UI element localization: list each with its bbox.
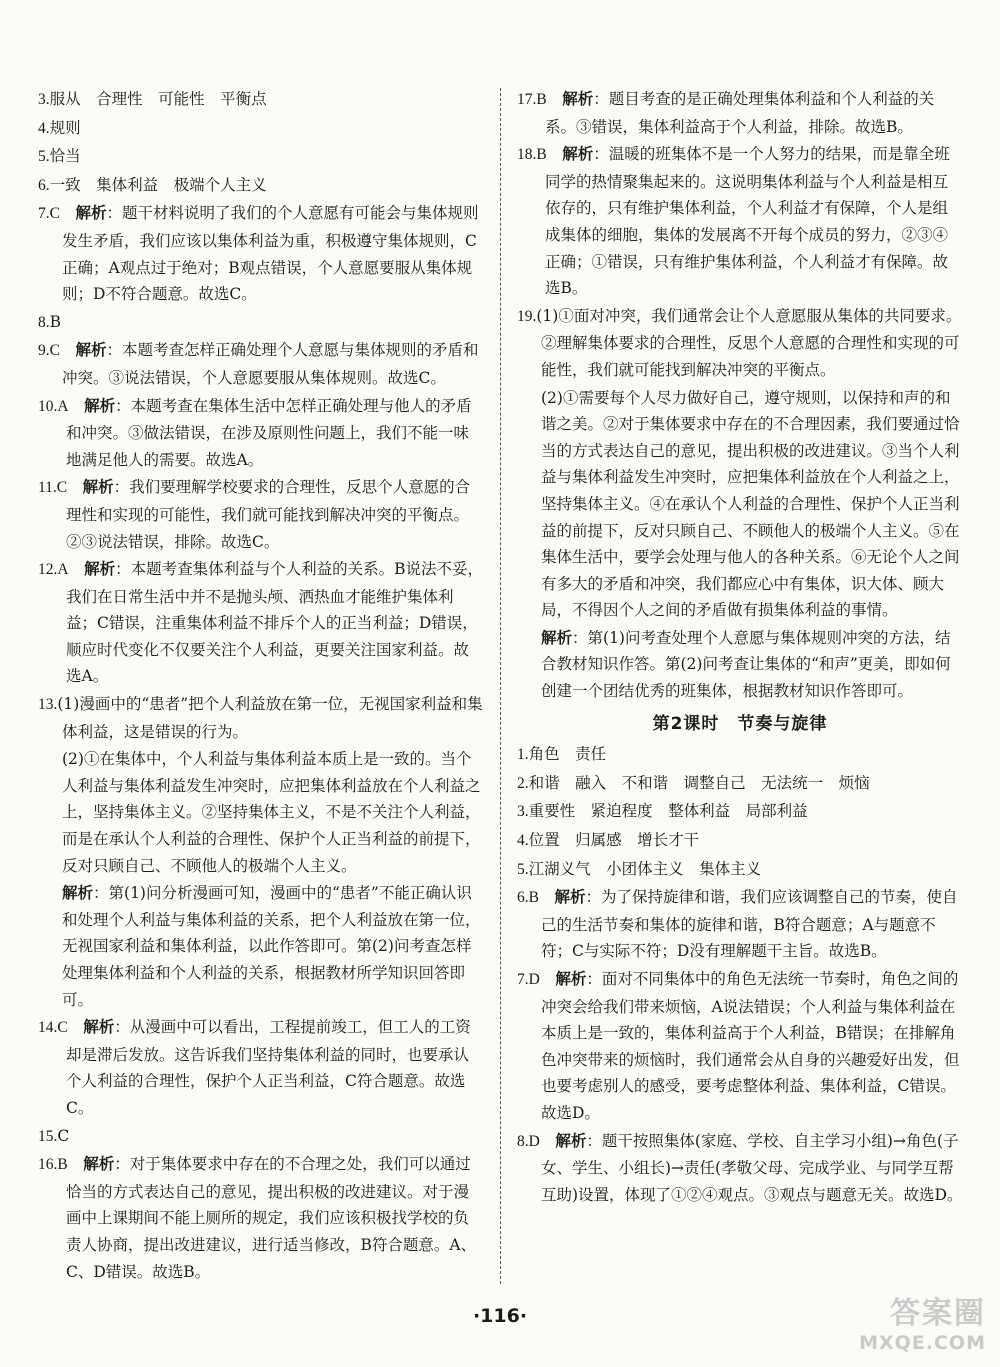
answer-item bbox=[517, 303, 963, 384]
analysis-label: 解析 bbox=[541, 628, 573, 647]
answer-item bbox=[38, 172, 484, 200]
watermark-site-text: MXQE.COM bbox=[859, 1332, 986, 1354]
answer-text: 服从 合理性 可能性 平衡点 bbox=[49, 90, 267, 108]
analysis-label: 解析 bbox=[83, 1018, 115, 1037]
column-divider bbox=[500, 88, 501, 1284]
answer-text: C bbox=[57, 1126, 70, 1145]
analysis-label: 解析 bbox=[83, 1155, 115, 1174]
answer-item bbox=[517, 1128, 963, 1209]
watermark-logo bbox=[846, 1296, 986, 1360]
section-title: 第2课时 节奏与旋律 bbox=[652, 713, 828, 734]
answer-text: 规则 bbox=[49, 118, 81, 137]
answer-item bbox=[38, 309, 484, 337]
answer-text: ：本题考查在集体生活中怎样正确处理与他人的矛盾和冲突。③做法错误，在涉及原则性问题上，我们不能一味地满足他人的需要。故选A。 bbox=[66, 396, 472, 469]
question-number: 5. bbox=[517, 860, 529, 878]
answer-text: ：本题考查怎样正确处理个人意愿与集体规则的矛盾和冲突。③说法错误，个人意愿要服从集体规则。故选C。 bbox=[62, 341, 479, 387]
answer-text: (2)①需要每个人尽力做好自己，遵守规则，以保持和声的和谐之美。②对于集体要求中存在的不合理因素，我们要通过恰当的方式表达自己的意见，提出积极的改进建议。③当个人利益与集体利益发生冲突时，应把集体利益放在个人利益之上，坚持集体主义。④在承认个人利益的合理性、保护个人正当利益的前提下，反对只顾自己、不顾他人的极端个人主义。⑤在集体生活中，要学会处理与他人的各种关系。⑥无论个人之间有多大的矛盾和冲突，我们都应心中有集体，识大体、顾大局，不得因个人之间的矛盾做有损集体利益的事情。 bbox=[541, 388, 960, 620]
answer-item bbox=[38, 556, 484, 690]
question-number: 4. bbox=[38, 119, 50, 137]
answer-item bbox=[38, 115, 484, 143]
answer-item bbox=[517, 884, 963, 965]
answer-subparagraph bbox=[517, 385, 963, 624]
answer-subparagraph bbox=[38, 880, 484, 1013]
answer-text: (1)漫画中的“患者”把个人利益放在第一位，无视国家利益和集体利益，这是错误的行为。 bbox=[57, 695, 483, 741]
answer-text: 和谐 融入 不和谐 调整自己 无法统一 烦恼 bbox=[528, 773, 870, 792]
analysis-label: 解析 bbox=[75, 341, 107, 360]
answer-text: ：第(1)问考查处理个人意愿与集体规则冲突的方法，结合教材知识作答。第(2)问考查让集体的“和声”更美，即如何创建一个团结优秀的班集体，根据教材知识作答即可。 bbox=[541, 628, 951, 701]
answer-text: 位置 归属感 增长才干 bbox=[528, 831, 700, 850]
question-number: 8. bbox=[38, 313, 50, 331]
answer-item bbox=[517, 827, 963, 855]
answer-text: ：面对不同集体中的角色无法统一节奏时，角色之间的冲突会给我们带来烦恼，A说法错误；个人利益与集体利益在本质上是一致的，集体利益高于个人利益，B错误；在排解角色冲突带来的烦恼时，我们通常会从自身的兴趣爱好出发，但也要考虑别人的感受，要考虑整体利益、集体利益，C错误。故选D。 bbox=[541, 970, 960, 1122]
question-number: 7.D bbox=[517, 971, 540, 988]
analysis-label: 解析 bbox=[84, 396, 116, 415]
answer-text: ：题目考查的是正确处理集体利益和个人利益的关系。③错误，集体利益高于个人利益，排除。故选B。 bbox=[545, 90, 935, 136]
question-number: 3. bbox=[38, 91, 50, 108]
question-number: 6.B bbox=[517, 889, 539, 907]
answer-text: 角色 责任 bbox=[528, 745, 607, 764]
answer-text: ：从漫画中可以看出，工程提前竣工，但工人的工资却是滞后发放。这告诉我们坚持集体利益的同时，也要承认个人利益的合理性，保护个人正当利益，C符合题意。故选C。 bbox=[66, 1018, 471, 1117]
answer-item bbox=[517, 141, 963, 302]
answer-item bbox=[38, 474, 484, 555]
answer-text: ：第(1)问分析漫画可知，漫画中的“患者”不能正确认识和处理个人利益与集体利益的关系，把个人利益放在第一位，无视国家利益和集体利益，以此作答即可。第(2)问考查怎样处理集体利益和个人利益的关系，根据教材所学知识回答即可。 bbox=[62, 884, 481, 1009]
answer-item bbox=[517, 770, 963, 798]
question-number: 5. bbox=[38, 148, 50, 166]
answer-text: ：对于集体要求中存在的不合理之处，我们可以通过恰当的方式表达自己的意见，提出积极的改进建议。对于漫画中上课期间不能上厕所的规定，我们应该积极找学校的负责人协商，提出改进建议，进行适当修改，B符合题意。A、C、D错误。故选B。 bbox=[66, 1155, 477, 1281]
watermark-main-text: 答案圈 bbox=[890, 1296, 986, 1331]
question-number: 9.C bbox=[38, 342, 60, 360]
left-column bbox=[38, 86, 484, 1286]
question-number: 17.B bbox=[517, 91, 547, 108]
answer-text: ：本题考查集体利益与个人利益的关系。B说法不妥，我们在日常生活中并不是抛头颅、洒热血才能维护集体利益；C错误，注重集体利益不排斥个人的正当利益；D错误，顺应时代变化不仅要关注个人利益，更要关注国家利益。故选A。 bbox=[66, 560, 484, 686]
question-number: 16.B bbox=[38, 1156, 68, 1174]
answer-item bbox=[517, 741, 963, 769]
question-number: 8.D bbox=[517, 1132, 540, 1150]
answer-text: ：温暖的班集体不是一个人努力的结果，而是靠全班同学的热情聚集起来的。这说明集体利益与个人利益是相互依存的，只有维护集体利益，个人利益才有保障，个人是组成集体的细胞，集体的发展离不开每个成员的努力，②③④正确；①错误，只有维护集体利益，个人利益才有保障。故选B。 bbox=[545, 145, 950, 298]
question-number: 19. bbox=[517, 307, 537, 325]
answer-item bbox=[517, 856, 963, 884]
answer-item bbox=[38, 691, 484, 745]
question-number: 13. bbox=[38, 696, 58, 714]
question-number: 6. bbox=[38, 176, 50, 194]
answer-item bbox=[38, 337, 484, 391]
answer-item bbox=[38, 1123, 484, 1151]
question-number: 15. bbox=[38, 1127, 58, 1145]
analysis-label: 解析 bbox=[562, 145, 594, 164]
answer-text: (1)①面对冲突，我们通常会让个人意愿服从集体的共同要求。②理解集体要求的合理性，反思个人意愿的合理性和实现的可能性，我们就可能找到解决冲突的平衡点。 bbox=[536, 306, 962, 379]
answer-item bbox=[517, 966, 963, 1127]
answer-text: ：题干材料说明了我们的个人意愿有可能会与集体规则发生矛盾，我们应该以集体利益为重，积极遵守集体规则，C正确；A观点过于绝对；B观点错误，个人意愿要服从集体规则；D不符合题意。故选C。 bbox=[62, 204, 479, 304]
answer-text: 重要性 紧迫程度 整体利益 局部利益 bbox=[528, 802, 808, 821]
answer-text: (2)①在集体中，个人利益与集体利益本质上是一致的。当个人利益与集体利益发生冲突时，应把集体利益放在个人利益之上，坚持集体主义。②坚持集体主义，不是不关注个人利益，而是在承认个人利益的合理性、保护个人正当利益的前提下，反对只顾自己、不顾他人的极端个人主义。 bbox=[62, 750, 481, 875]
answer-text: 一致 集体利益 极端个人主义 bbox=[49, 175, 267, 194]
analysis-label: 解析 bbox=[82, 478, 114, 497]
question-number: 18.B bbox=[517, 146, 547, 164]
analysis-label: 解析 bbox=[555, 970, 587, 988]
question-number: 3. bbox=[517, 803, 529, 821]
answer-text: ：题干按照集体(家庭、学校、自主学习小组)→角色(子女、学生、小组长)→责任(孝敬父母、完成学业、与同学互帮互助)设置，体现了①②④观点。③观点与题意无关。故选D。 bbox=[541, 1131, 963, 1204]
question-number: 10.A bbox=[38, 397, 69, 415]
answer-item bbox=[38, 1151, 484, 1285]
answer-item bbox=[38, 1014, 484, 1121]
analysis-label: 解析 bbox=[555, 1131, 587, 1150]
analysis-label: 解析 bbox=[562, 90, 594, 108]
answer-text: B bbox=[49, 312, 62, 331]
question-number: 11.C bbox=[38, 479, 68, 497]
answer-item bbox=[38, 393, 484, 474]
question-number: 7.C bbox=[38, 205, 60, 223]
question-number: 14.C bbox=[38, 1019, 68, 1037]
answer-subparagraph bbox=[38, 746, 484, 879]
analysis-label: 解析 bbox=[84, 560, 116, 579]
answer-item bbox=[517, 86, 963, 140]
page-number: ·116· bbox=[472, 1305, 528, 1327]
question-number: 2. bbox=[517, 774, 529, 792]
answer-text: ：为了保持旋律和谐，我们应该调整自己的节奏，使自己的生活节奏和集体的旋律和谐，B符合题意；A与题意不符；C与实际不符；D没有理解题干主旨。故选B。 bbox=[541, 888, 958, 961]
question-number: 1. bbox=[517, 746, 529, 764]
answer-subparagraph bbox=[517, 625, 963, 705]
analysis-label: 解析 bbox=[554, 888, 586, 907]
analysis-label: 解析 bbox=[75, 204, 107, 223]
answer-text: ：我们要理解学校要求的合理性，反思个人意愿的合理性和实现的可能性，我们就可能找到解决冲突的平衡点。②③说法错误，排除。故选C。 bbox=[66, 478, 471, 551]
answer-text: 恰当 bbox=[49, 147, 81, 166]
answer-item bbox=[38, 200, 484, 307]
answer-item bbox=[38, 143, 484, 171]
analysis-label: 解析 bbox=[62, 884, 94, 903]
answer-item bbox=[517, 798, 963, 826]
question-number: 4. bbox=[517, 832, 529, 850]
right-column bbox=[517, 86, 963, 1209]
answer-text: 江湖义气 小团体主义 集体主义 bbox=[528, 859, 762, 878]
answer-item bbox=[38, 86, 484, 114]
question-number: 12.A bbox=[38, 561, 69, 579]
